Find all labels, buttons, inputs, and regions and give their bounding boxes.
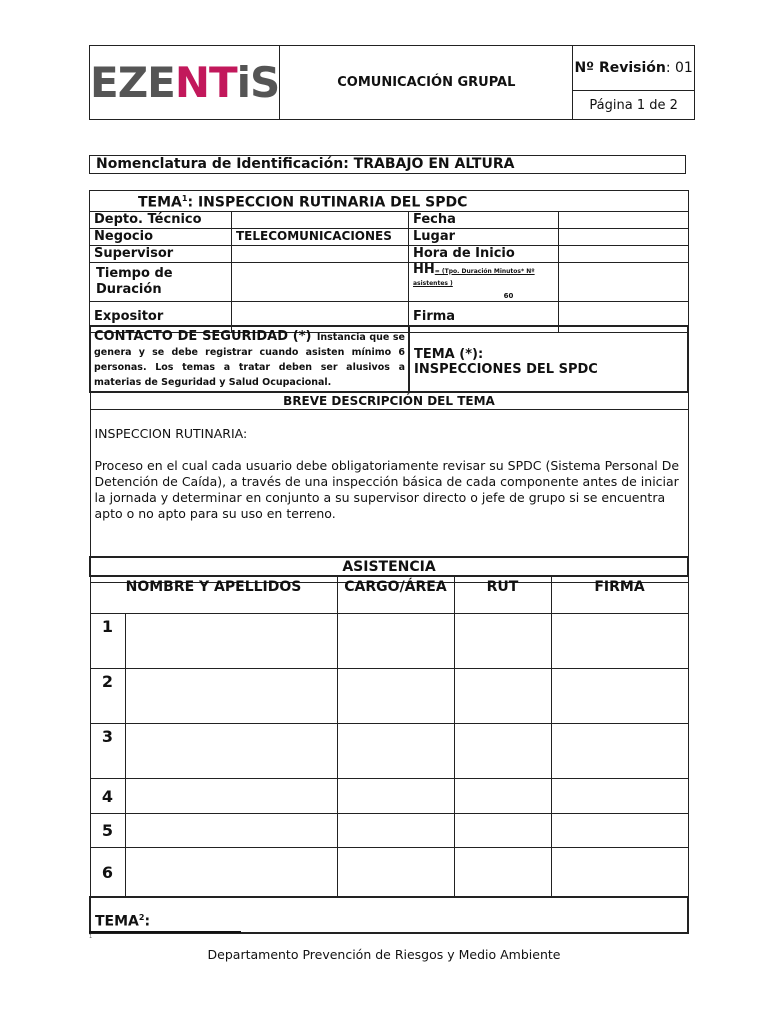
contacto-title: CONTACTO DE SEGURIDAD (*) bbox=[94, 329, 312, 344]
page-number: Página 1 de 2 bbox=[573, 91, 695, 120]
descripcion-text: Proceso en el cual cada usuario debe obligatoriamente revisar su SPDC (Sistema Personal De Detención de Caída), a través de una inspección básica de cada componente antes de iniciar la jornada y determinar en conjunto a su supervisor directo o jefe de grupo si se encuentra apto o no apto para su uso en terreno. bbox=[94, 458, 680, 521]
hora-value[interactable] bbox=[559, 245, 689, 262]
footnote-divider bbox=[89, 931, 241, 933]
tiempo-value[interactable] bbox=[232, 262, 409, 301]
hh-cell: HH= (Tpo. Duración Minutos* Nº asistentes ) 60 bbox=[409, 262, 559, 301]
nomenclatura-value: TRABAJO EN ALTURA bbox=[353, 156, 515, 172]
supervisor-value[interactable] bbox=[232, 245, 409, 262]
tema2-cell: TEMA$^2$: bbox=[90, 897, 688, 933]
contacto-text: Instancia que se genera y se debe registrar cuando asisten mínimo 6 personas. Los temas a tratar deben ser alusivos a materias de Seguridad y Salud Ocupacional. bbox=[94, 332, 406, 388]
col-rut: RUT bbox=[454, 576, 551, 614]
contacto-table bbox=[89, 325, 689, 583]
table-row: 1 bbox=[90, 614, 688, 669]
footnote-mark: 1 bbox=[89, 934, 93, 940]
descripcion-header: BREVE DESCRIPCIÓN DEL TEMA bbox=[90, 392, 688, 410]
asistencia-header: ASISTENCIA bbox=[90, 557, 688, 576]
col-cargo: CARGO/ÁREA bbox=[337, 576, 454, 614]
tiempo-label: Tiempo de Duración bbox=[90, 262, 232, 301]
depto-value[interactable] bbox=[232, 211, 409, 228]
negocio-label: Negocio bbox=[90, 228, 232, 245]
contacto-cell bbox=[90, 326, 409, 392]
tema-title: TEMA$^1$: INSPECCION RUTINARIA DEL SPDC bbox=[90, 191, 689, 212]
document-title: COMUNICACIÓN GRUPAL bbox=[280, 46, 573, 120]
firma-label: Firma bbox=[409, 301, 559, 332]
hh-value[interactable] bbox=[559, 262, 689, 301]
table-row: 2 bbox=[90, 669, 688, 724]
table-row: 6 bbox=[90, 848, 688, 898]
footer-text: Departamento Prevención de Riesgos y Medio Ambiente bbox=[207, 947, 561, 962]
descripcion-subtitle: INSPECCION RUTINARIA: bbox=[94, 426, 248, 441]
nomenclatura-label: Nomenclatura de Identificación: bbox=[96, 156, 349, 172]
fecha-value[interactable] bbox=[559, 211, 689, 228]
asistencia-table bbox=[89, 556, 689, 934]
logo-cell bbox=[90, 46, 280, 120]
depto-label: Depto. Técnico bbox=[90, 211, 232, 228]
revision-cell: Nº Revisión: 01 bbox=[573, 46, 695, 91]
fecha-label: Fecha bbox=[409, 211, 559, 228]
hora-label: Hora de Inicio bbox=[409, 245, 559, 262]
table-row: 5 bbox=[90, 814, 688, 848]
nomenclatura-bar bbox=[89, 155, 686, 174]
contacto-tema-cell: TEMA (*): INSPECCIONES DEL SPDC bbox=[409, 326, 688, 392]
negocio-value[interactable]: TELECOMUNICACIONES bbox=[232, 228, 409, 245]
info-table bbox=[89, 190, 689, 333]
expositor-label: Expositor bbox=[90, 301, 232, 332]
col-firma: FIRMA bbox=[551, 576, 688, 614]
ezentis-logo: EZENTiS bbox=[90, 57, 280, 107]
supervisor-label: Supervisor bbox=[90, 245, 232, 262]
col-nombre: NOMBRE Y APELLIDOS bbox=[90, 576, 337, 614]
table-row: 3 bbox=[90, 724, 688, 779]
document-header bbox=[89, 45, 695, 120]
lugar-label: Lugar bbox=[409, 228, 559, 245]
table-row: 4 bbox=[90, 779, 688, 814]
lugar-value[interactable] bbox=[559, 228, 689, 245]
